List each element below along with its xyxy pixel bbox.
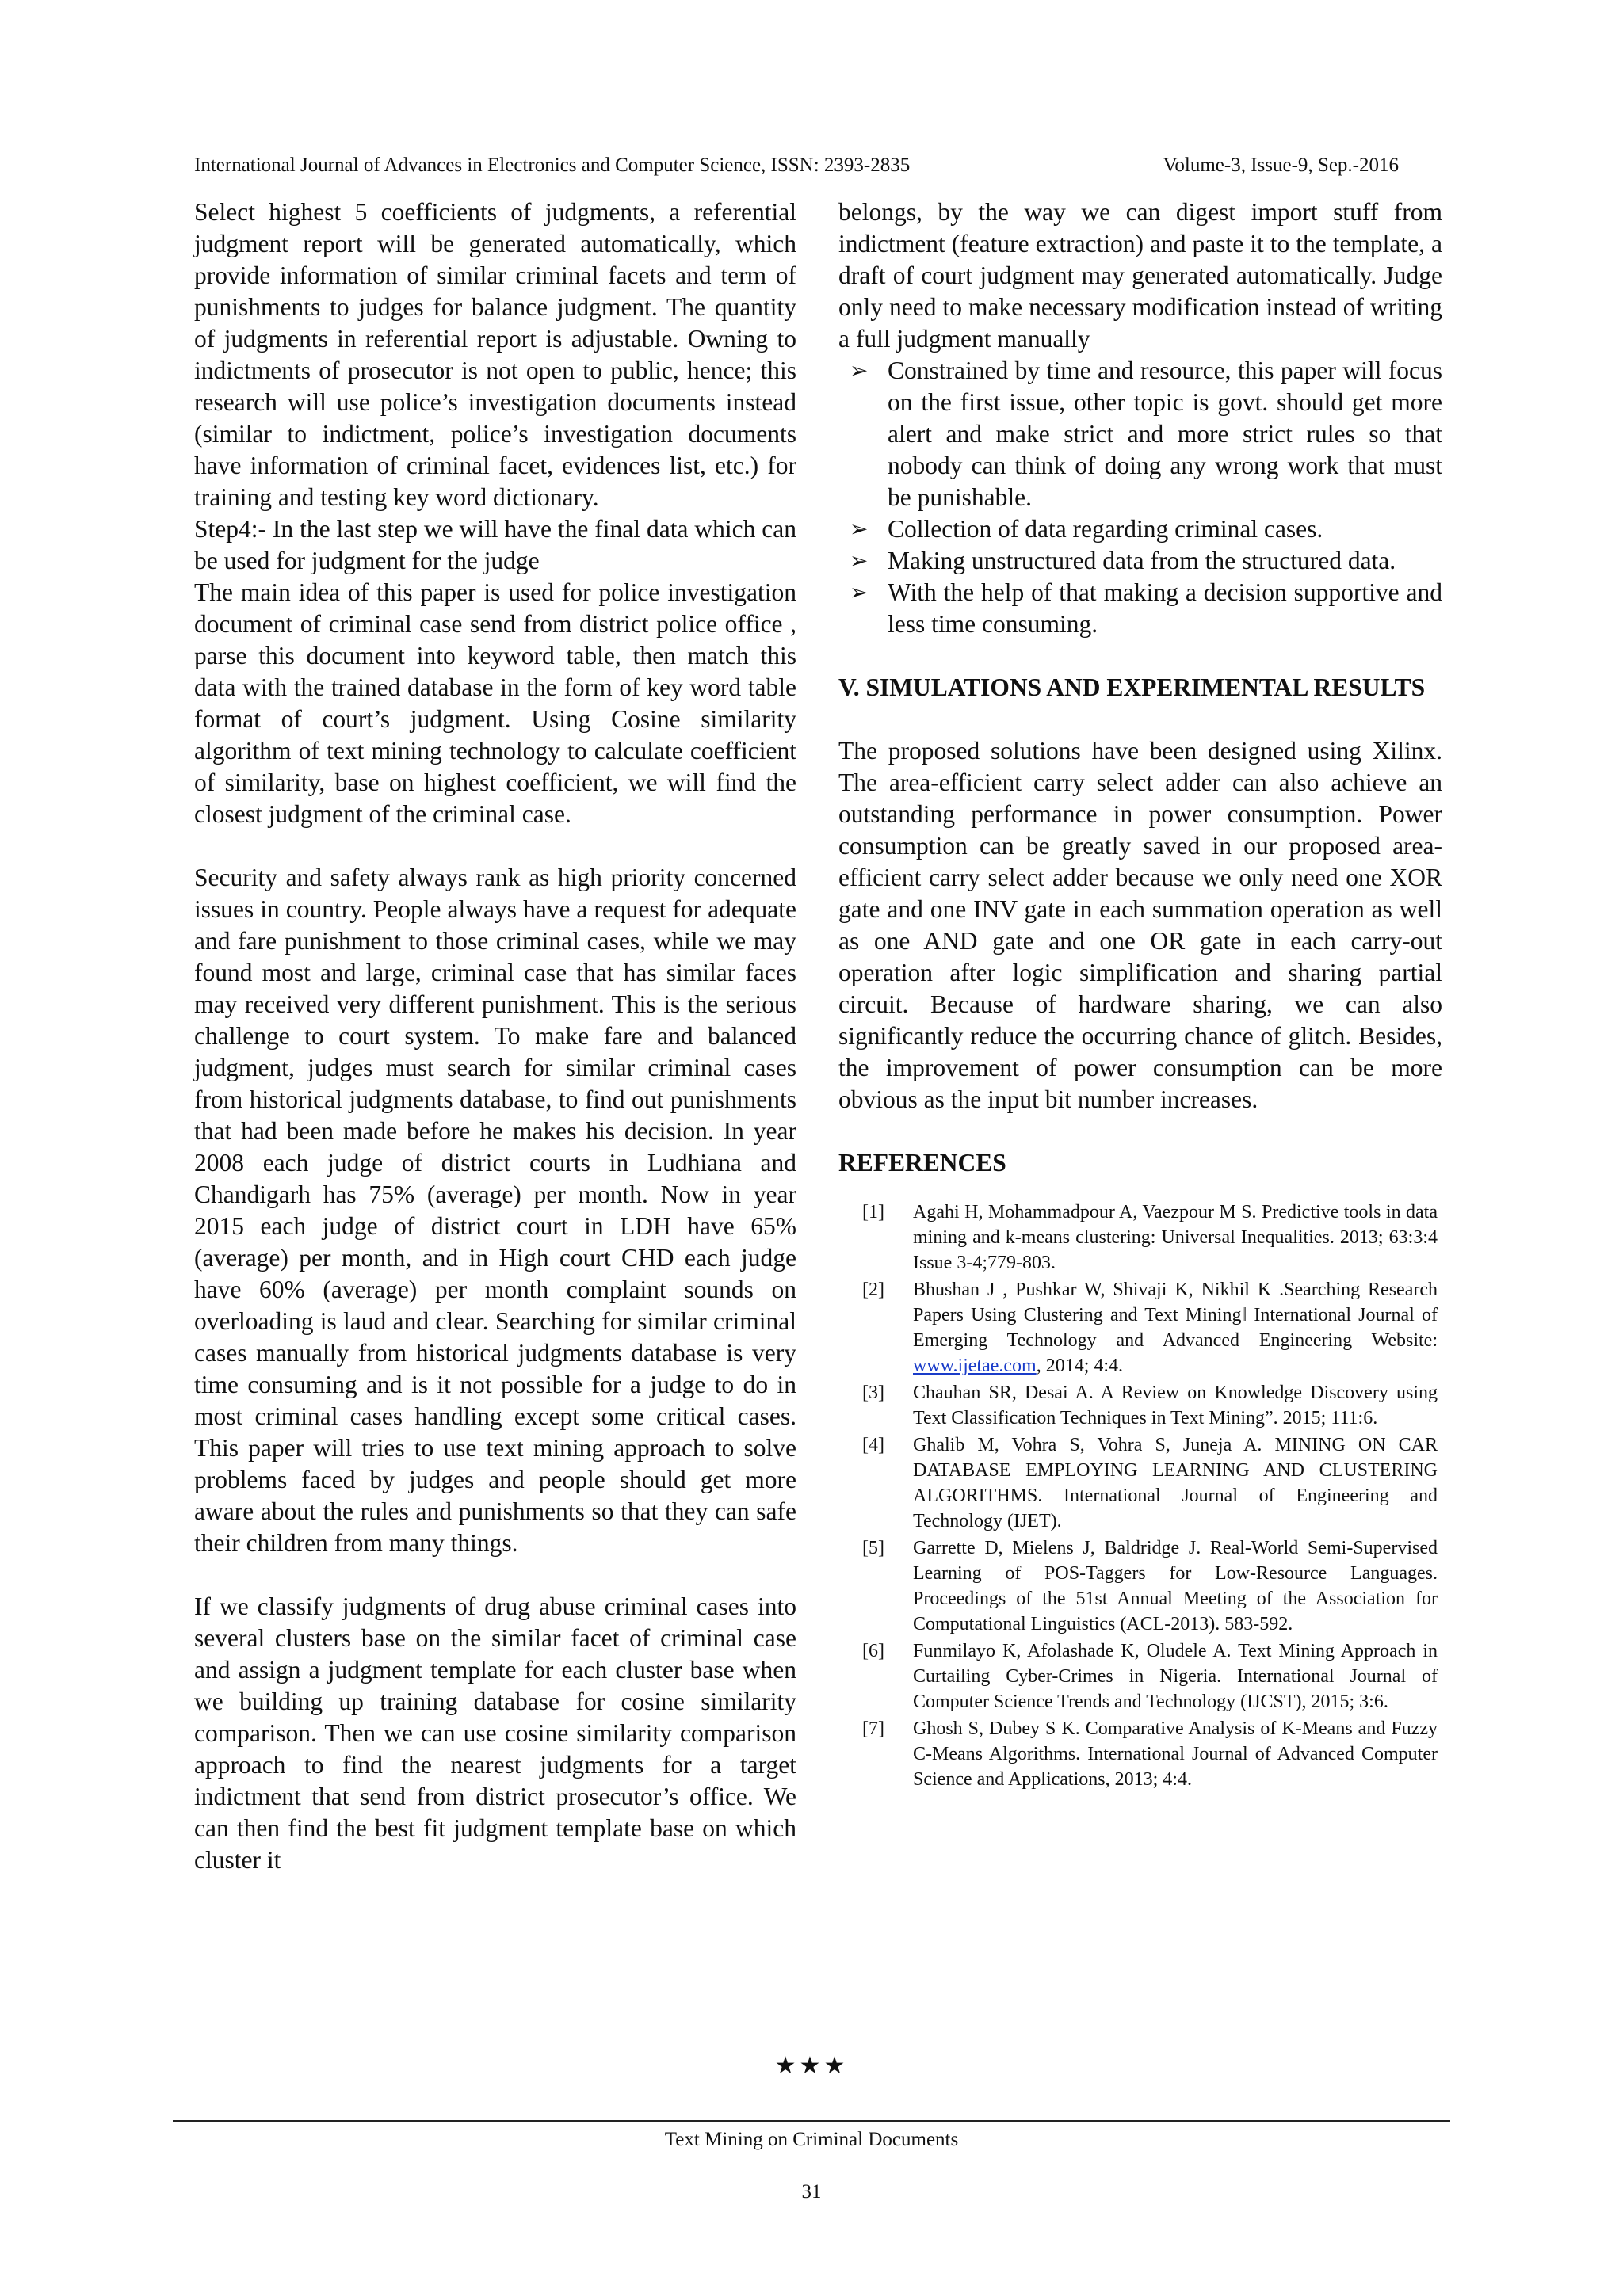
reference-text: Funmilayo K, Afolashade K, Oludele A. Text Mining Approach in Curtailing Cyber-Crimes in Nigeria. International Journal of Computer Science Trends and Technology (IJCST), 2015; 3:6. [913,1641,1438,1712]
paragraph: belongs, by the way we can digest import stuff from indictment (feature extraction) and paste it to the template, a draft of court judgment may generated automatically. Judge only need to make necessary modification instead of writing a full judgment manually [838,198,1442,353]
arrow-bullet-icon: ➢ [850,516,869,542]
paragraph: The proposed solutions have been designed using Xilinx. The area-efficient carry select adder can also achieve an outstanding performance in power consumption. Power consumption can be greatly saved in our proposed area-efficient carry select adder because we only need one XOR gate and one INV gate in each summation operation as well as one AND gate and one OR gate in each carry-out operation after logic simplification and sharing partial circuit. Because of hardware sharing, we can also significantly reduce the occurring chance of glitch. Besides, the improvement of power consumption can be more obvious as the input bit number increases. [838,737,1442,1113]
reference-text: Chauhan SR, Desai A. A Review on Knowledge Discovery using Text Classification Techniques in Text Mining”. 2015; 111:6. [913,1383,1438,1428]
list-item [838,355,1442,513]
reference-item [838,1199,1442,1276]
bullet-list [838,355,1442,640]
references-heading: REFERENCES [838,1149,1006,1177]
reference-item [838,1716,1442,1792]
arrow-bullet-icon: ➢ [850,579,869,605]
reference-item [838,1380,1442,1431]
reference-number: [3] [862,1383,884,1403]
reference-item [838,1277,1442,1379]
reference-number: [6] [862,1641,884,1661]
reference-text: Garrette D, Mielens J, Baldridge J. Real-World Semi-Supervised Learning of POS-Taggers for Low-Resource Languages. Proceedings of the 51st Annual Meeting of the Association for Computational Linguistics (ACL-2013). 583-592. [913,1538,1438,1634]
paragraph: Select highest 5 coefficients of judgments, a referential judgment report will be generated automatically, which provide information of similar criminal facets and term of punishments to judges for balance judgment. The quantity of judgments in referential report is adjustable. Owning to indictments of prosecutor is not open to public, hence; this research will use police’s investigation documents instead (similar to indictment, police’s investigation documents have information of criminal facet, evidences list, etc.) for training and testing key word dictionary. [194,198,796,511]
left-column [194,196,796,1876]
journal-name: International Journal of Advances in Electronics and Computer Science, ISSN: 2393-2835 [194,154,911,176]
reference-text: Agahi H, Mohammadpour A, Vaezpour M S. Predictive tools in data mining and k-means clustering: Universal Inequalities. 2013; 63:3:4 Issue 3-4;779-803. [913,1202,1438,1273]
reference-item [838,1638,1442,1714]
reference-item [838,1432,1442,1534]
running-header [194,152,1399,179]
paragraph: If we classify judgments of drug abuse criminal cases into several clusters base on the similar facet of criminal case and assign a judgment template for each cluster base when we building up training database for cosine similarity comparison. Then we can use cosine similarity comparison approach to find the nearest judgments for a target indictment that send from district prosecutor’s office. We can then find the best fit judgment template base on which cluster it [194,1592,796,1874]
reference-number: [2] [862,1280,884,1300]
arrow-bullet-icon: ➢ [850,547,869,574]
volume-info: Volume-3, Issue-9, Sep.-2016 [1163,154,1399,176]
list-item [838,513,1442,545]
paragraph: The main idea of this paper is used for police investigation document of criminal case send from district police office , parse this document into keyword table, then match this data with the trained database in the form of key word table format of court’s judgment. Using Cosine similarity algorithm of text mining technology to calculate coefficient of similarity, base on highest coefficient, we will find the closest judgment of the criminal case. [194,578,796,828]
reference-number: [7] [862,1718,884,1739]
page-number: 31 [801,2181,822,2203]
paragraph: Step4:- In the last step we will have the final data which can be used for judgment for the judge [194,515,796,574]
reference-number: [5] [862,1538,884,1558]
list-item [838,545,1442,577]
footer-divider [173,2120,1450,2122]
reference-number: [4] [862,1435,884,1455]
reference-text: Ghalib M, Vohra S, Vohra S, Juneja A. MINING ON CAR DATABASE EMPLOYING LEARNING AND CLUSTERING ALGORITHMS. International Journal of Engineering and Technology (IJET). [913,1435,1438,1531]
list-item-text: Collection of data regarding criminal cases. [888,515,1323,543]
list-item-text: With the help of that making a decision supportive and less time consuming. [888,578,1442,638]
paragraph: Security and safety always rank as high priority concerned issues in country. People always have a request for adequate and fare punishment to those criminal cases, while we may found most and large, criminal case that has similar faces may received very different punishment. This is the serious challenge to court system. To make fare and balanced judgment, judges must search for similar criminal cases from historical judgments database, to find out punishments that had been made before he makes his decision. In year 2008 each judge of district courts in Ludhiana and Chandigarh has 75% (average) per month. Now in year 2015 each judge of district court in LDH have 65% (average) per month, and in High court CHD each judge have 60% (average) per month complaint sounds on overloading is laud and clear. Searching for similar criminal cases manually from historical judgments database is very time consuming and is it not possible for a judge to do in most criminal cases handling except some critical cases. This paper will tries to use text mining approach to solve problems faced by judges and people should get more aware about the rules and punishments so that they can safe their children from many things. [194,864,796,1557]
list-item-text: Constrained by time and resource, this paper will focus on the first issue, other topic is govt. should get more alert and make strict and more strict rules so that nobody can think of doing any wrong work that must be punishable. [888,357,1442,511]
reference-item [838,1535,1442,1637]
footer-title: Text Mining on Criminal Documents [664,2129,959,2150]
right-column [838,196,1442,1794]
reference-text: Ghosh S, Dubey S K. Comparative Analysis of K-Means and Fuzzy C-Means Algorithms. International Journal of Advanced Computer Science and Applications, 2013; 4:4. [913,1718,1438,1790]
end-stars: ★★★ [774,2052,849,2080]
reference-text: , 2014; 4:4. [1036,1356,1124,1376]
arrow-bullet-icon: ➢ [850,357,869,383]
list-item-text: Making unstructured data from the structured data. [888,547,1396,574]
reference-number: [1] [862,1202,884,1222]
list-item [838,577,1442,640]
reference-text: Bhushan J , Pushkar W, Shivaji K, Nikhil K .Searching Research Papers Using Clustering and Text Mining‖ International Journal of Emerging Technology and Advanced Engineering Website: [913,1280,1438,1351]
reference-link[interactable]: www.ijetae.com [913,1356,1037,1376]
section-heading: V. SIMULATIONS AND EXPERIMENTAL RESULTS [838,673,1426,701]
reference-list [838,1199,1442,1792]
